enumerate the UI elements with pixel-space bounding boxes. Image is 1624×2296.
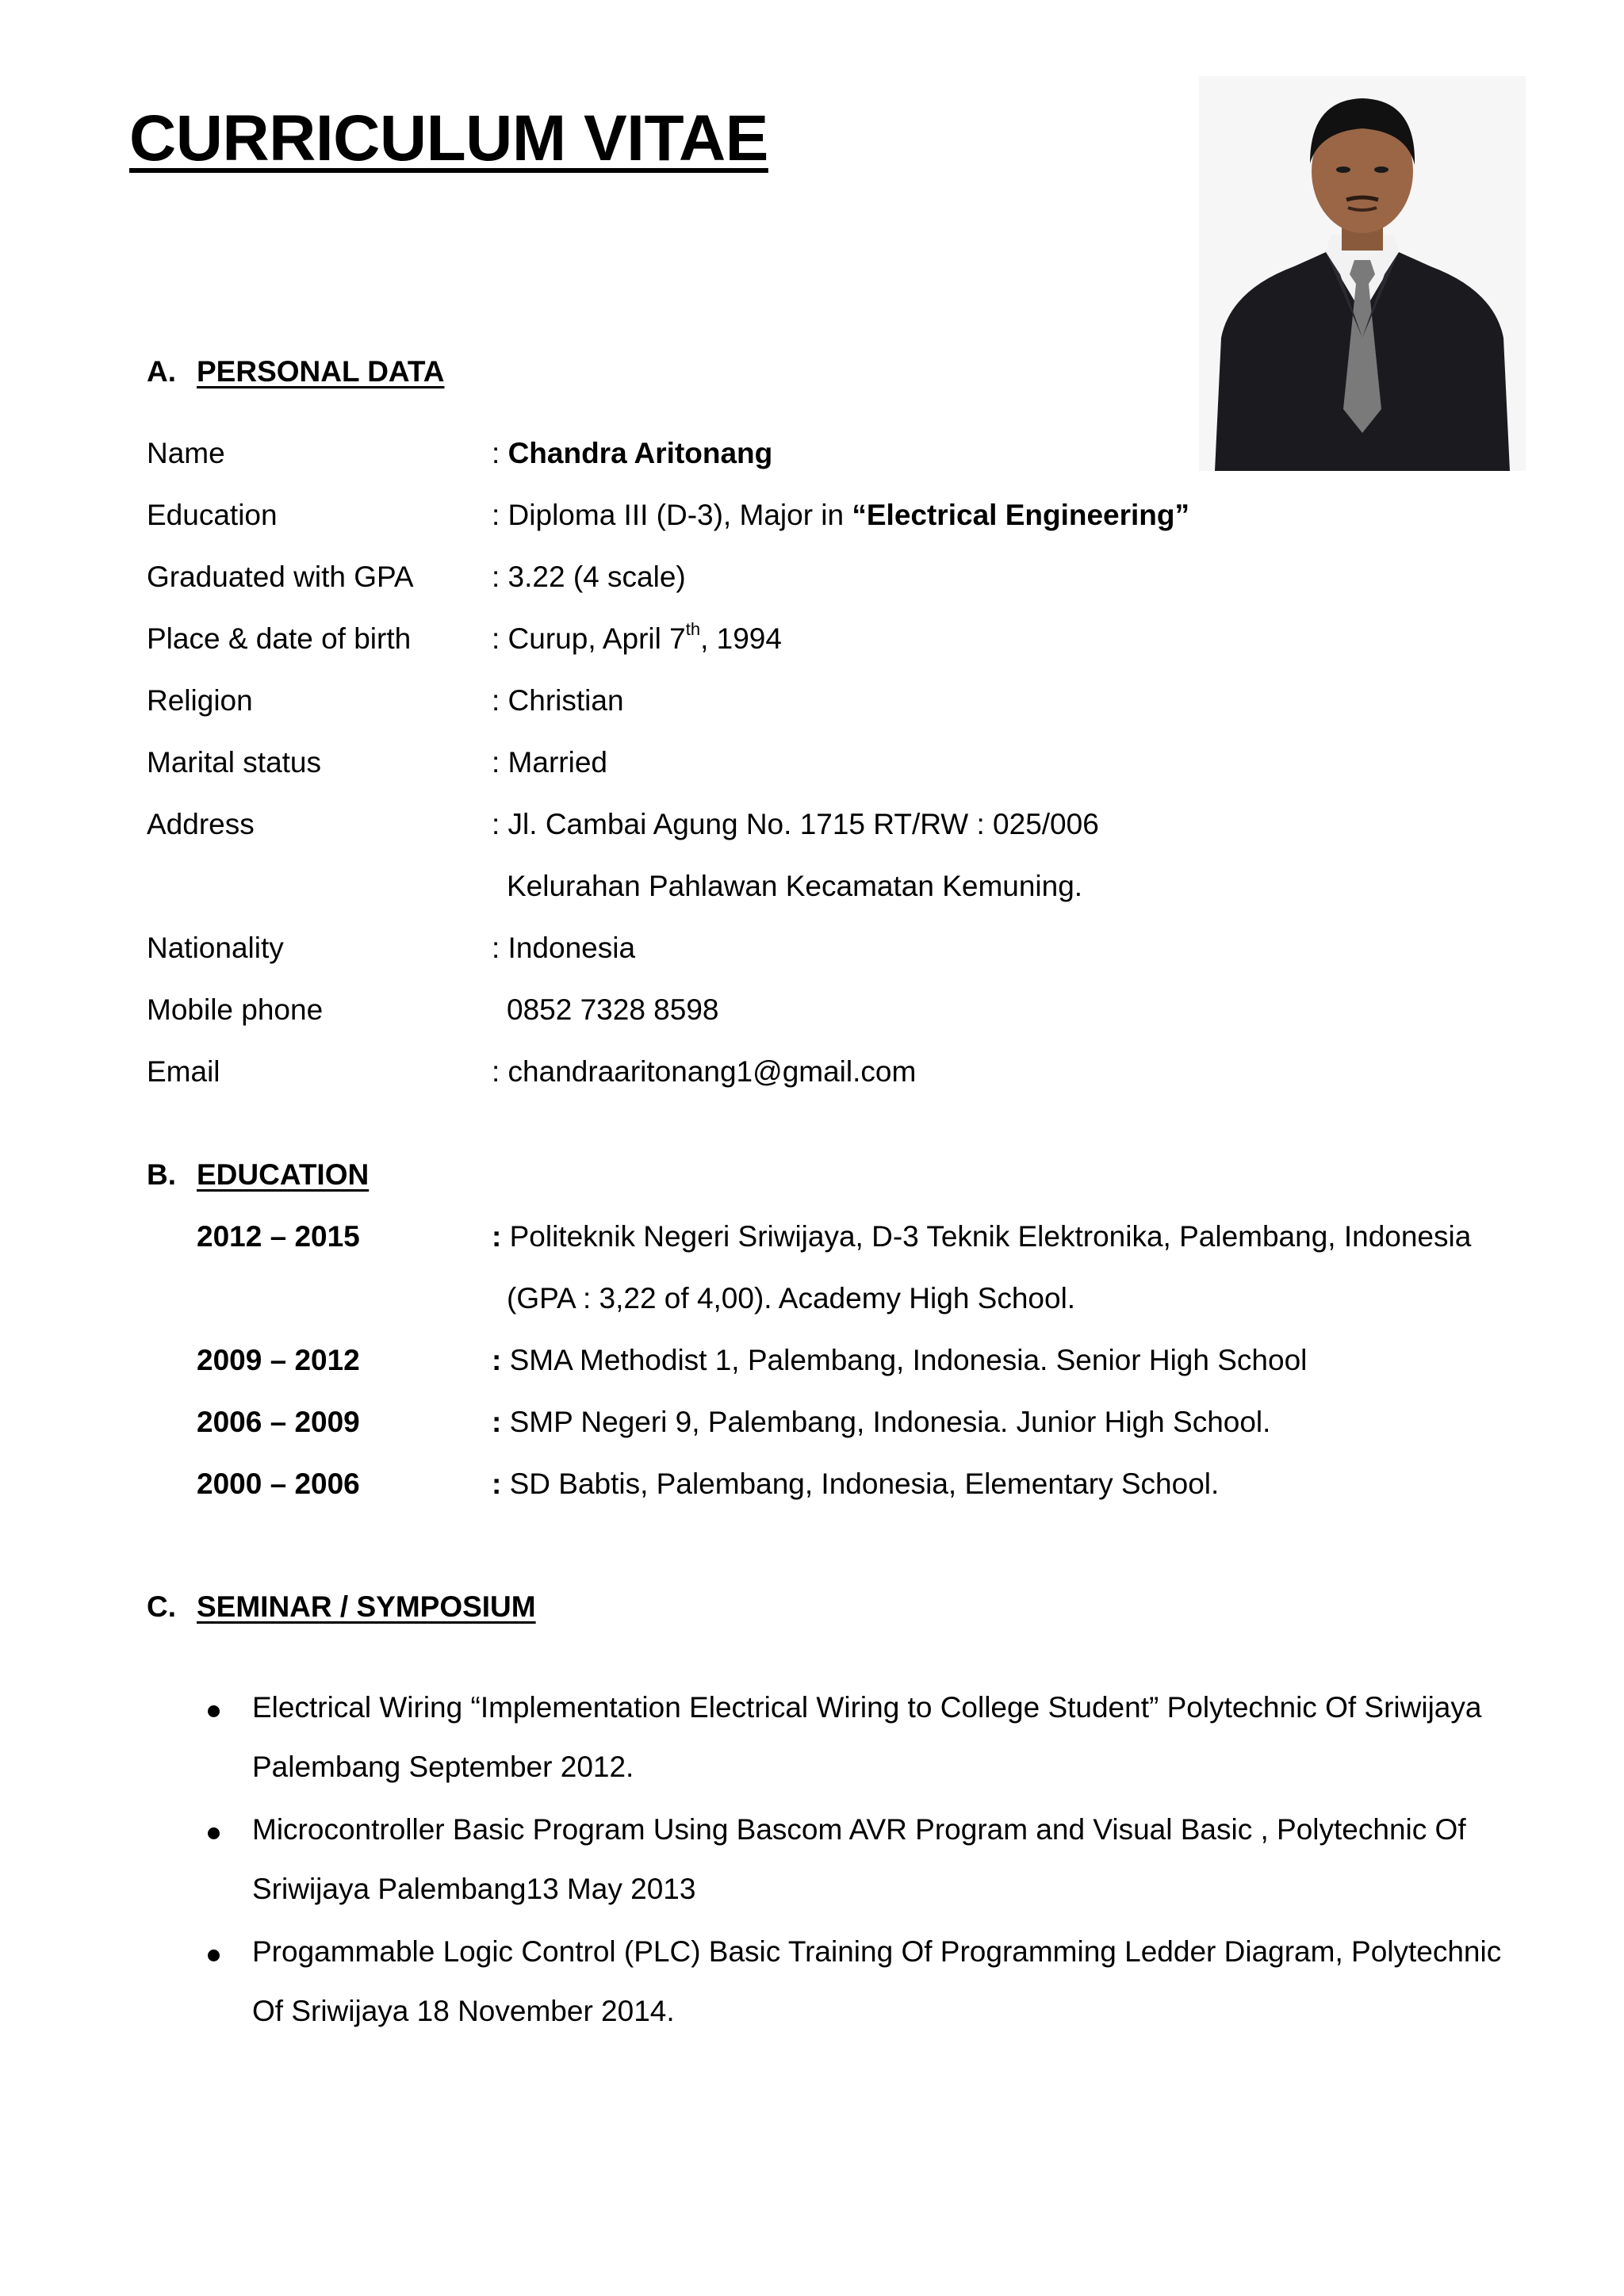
value-birth: : Curup, April 7th, 1994 (492, 619, 782, 655)
education-years: 2000 – 2006 (197, 1468, 360, 1500)
value-email: : chandraaritonang1@gmail.com (492, 1055, 917, 1088)
seminar-item-line2: Palembang September 2012. (252, 1751, 634, 1783)
education-years: 2006 – 2009 (197, 1406, 360, 1438)
label-marital: Marital status (147, 746, 322, 779)
seminar-item-line1: Microcontroller Basic Program Using Bascom AVR Program and Visual Basic , Polytechnic Of (252, 1813, 1466, 1846)
value-gpa: : 3.22 (4 scale) (492, 561, 686, 593)
education-detail: : SD Babtis, Palembang, Indonesia, Elementary School. (492, 1468, 1220, 1500)
value-address-line1: : Jl. Cambai Agung No. 1715 RT/RW : 025/006 (492, 808, 1099, 840)
label-address: Address (147, 808, 255, 840)
bullet-icon (208, 1827, 220, 1839)
label-religion: Religion (147, 684, 253, 717)
value-religion: : Christian (492, 684, 624, 717)
education-detail-line2: (GPA : 3,22 of 4,00). Academy High School. (507, 1282, 1076, 1314)
label-email: Email (147, 1055, 220, 1088)
seminar-item-line2: Of Sriwijaya 18 November 2014. (252, 1995, 675, 2027)
seminar-item-line1: Electrical Wiring “Implementation Electrical Wiring to College Student” Polytechnic Of Sriwijaya (252, 1691, 1482, 1724)
profile-photo (1199, 76, 1526, 471)
document-title: CURRICULUM VITAE (129, 102, 768, 174)
portrait-image (1199, 76, 1526, 471)
value-name: : Chandra Aritonang (492, 437, 773, 469)
label-nationality: Nationality (147, 932, 284, 964)
seminar-item-line2: Sriwijaya Palembang13 May 2013 (252, 1873, 696, 1905)
education-years: 2012 – 2015 (197, 1220, 360, 1253)
education-detail: : Politeknik Negeri Sriwijaya, D-3 Teknik Elektronika, Palembang, Indonesia (492, 1220, 1472, 1253)
value-mobile: 0852 7328 8598 (507, 993, 719, 1026)
bullet-icon (208, 1705, 220, 1717)
label-mobile: Mobile phone (147, 993, 324, 1026)
label-gpa: Graduated with GPA (147, 561, 414, 593)
section-heading-education: EDUCATION (197, 1158, 370, 1191)
section-letter-b: B. (147, 1158, 176, 1191)
label-name: Name (147, 437, 225, 469)
section-letter-a: A. (147, 355, 176, 388)
education-detail: : SMA Methodist 1, Palembang, Indonesia. Senior High School (492, 1344, 1308, 1376)
value-education: : Diploma III (D-3), Major in “Electrical Engineering” (492, 499, 1190, 531)
seminar-item-line1: Progammable Logic Control (PLC) Basic Training Of Programming Ledder Diagram, Polytechnic (252, 1935, 1502, 1968)
value-address-line2: Kelurahan Pahlawan Kecamatan Kemuning. (507, 870, 1083, 902)
section-heading-personal-data: PERSONAL DATA (197, 355, 445, 388)
label-education: Education (147, 499, 278, 531)
bullet-icon (208, 1950, 220, 1961)
education-years: 2009 – 2012 (197, 1344, 360, 1376)
section-heading-seminar: SEMINAR / SYMPOSIUM (197, 1590, 536, 1623)
education-detail: : SMP Negeri 9, Palembang, Indonesia. Junior High School. (492, 1406, 1271, 1438)
section-letter-c: C. (147, 1590, 176, 1623)
value-marital: : Married (492, 746, 607, 779)
label-birth: Place & date of birth (147, 622, 412, 655)
value-nationality: : Indonesia (492, 932, 636, 964)
